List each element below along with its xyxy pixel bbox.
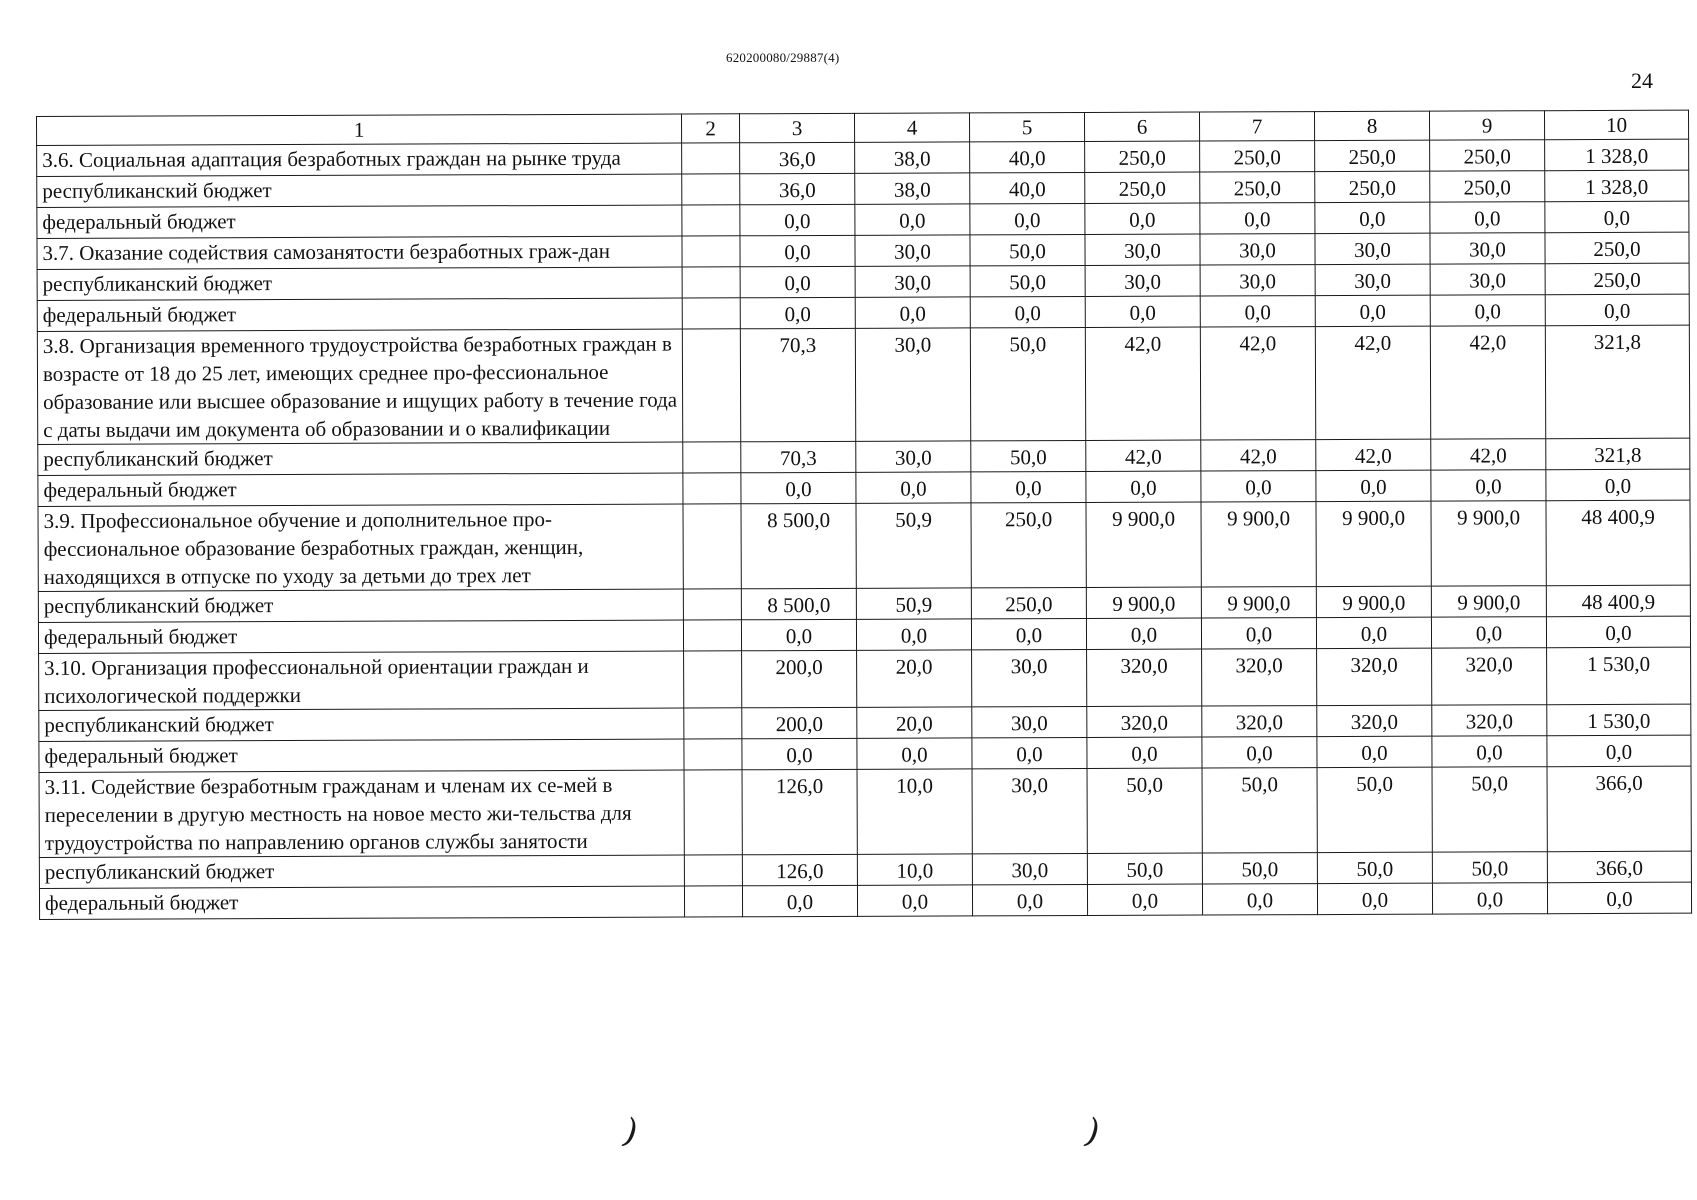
value-cell: 0,0 [1201, 618, 1316, 649]
value-cell: 0,0 [1087, 884, 1202, 915]
value-cell: 42,0 [1316, 439, 1431, 470]
row-label: 3.10. Организация профессиональной ориентации граждан и психологической поддержки [39, 651, 684, 710]
col2-cell [682, 205, 740, 236]
column-header: 4 [854, 113, 969, 142]
col2-cell [683, 620, 741, 651]
value-cell: 9 900,0 [1086, 502, 1201, 587]
value-cell: 30,0 [1315, 264, 1430, 295]
value-cell: 0,0 [1086, 471, 1201, 502]
col2-cell [682, 143, 740, 174]
value-cell: 0,0 [1200, 203, 1315, 234]
value-cell: 320,0 [1087, 706, 1202, 737]
row-label: федеральный бюджет [39, 739, 684, 772]
table-row [38, 500, 1690, 591]
value-cell: 9 900,0 [1316, 586, 1431, 617]
value-cell: 50,0 [1432, 852, 1547, 883]
value-cell: 250,0 [1545, 232, 1689, 264]
row-label: федеральный бюджет [38, 620, 683, 653]
value-cell: 0,0 [1317, 736, 1432, 767]
value-cell: 250,0 [1430, 171, 1545, 202]
value-cell: 320,0 [1202, 649, 1317, 706]
value-cell: 0,0 [741, 619, 856, 650]
value-cell: 321,8 [1545, 325, 1689, 439]
handwritten-mark: ) [1080, 1110, 1106, 1154]
value-cell: 0,0 [1431, 617, 1546, 648]
value-cell: 0,0 [1547, 882, 1691, 914]
value-cell: 0,0 [857, 885, 972, 916]
value-cell: 8 500,0 [741, 588, 856, 619]
value-cell: 0,0 [855, 204, 970, 235]
value-cell: 1 530,0 [1547, 647, 1691, 705]
value-cell: 50,9 [856, 503, 971, 588]
col2-cell [683, 589, 741, 620]
row-label: 3.7. Оказание содействия самозанятости безработных граж-дан [37, 236, 682, 269]
value-cell: 250,0 [1315, 140, 1430, 171]
value-cell: 50,9 [856, 588, 971, 619]
row-label: республиканский бюджет [37, 174, 682, 207]
value-cell: 366,0 [1547, 766, 1691, 852]
value-cell: 70,3 [740, 328, 855, 441]
value-cell: 200,0 [742, 650, 857, 707]
value-cell: 20,0 [857, 650, 972, 707]
value-cell: 0,0 [742, 885, 857, 916]
value-cell: 0,0 [1431, 470, 1546, 501]
value-cell: 0,0 [855, 297, 970, 328]
value-cell: 40,0 [970, 172, 1085, 203]
value-cell: 48 400,9 [1546, 500, 1690, 586]
value-cell: 0,0 [856, 619, 971, 650]
value-cell: 30,0 [855, 266, 970, 297]
value-cell: 0,0 [1432, 883, 1547, 914]
value-cell: 250,0 [1545, 263, 1689, 295]
value-cell: 126,0 [742, 769, 857, 854]
value-cell: 42,0 [1085, 327, 1200, 440]
value-cell: 1 328,0 [1545, 139, 1689, 171]
col2-cell [684, 708, 742, 739]
value-cell: 0,0 [740, 235, 855, 266]
value-cell: 30,0 [855, 328, 970, 441]
value-cell: 0,0 [741, 472, 856, 503]
value-cell: 250,0 [1200, 172, 1315, 203]
value-cell: 0,0 [1430, 202, 1545, 233]
value-cell: 0,0 [1432, 736, 1547, 767]
value-cell: 0,0 [971, 618, 1086, 649]
table-body [37, 139, 1692, 919]
col2-cell [682, 236, 740, 267]
value-cell: 30,0 [972, 853, 1087, 884]
value-cell: 250,0 [1430, 140, 1545, 171]
value-cell: 250,0 [1315, 171, 1430, 202]
value-cell: 0,0 [1202, 884, 1317, 915]
col2-cell [684, 739, 742, 770]
value-cell: 30,0 [972, 649, 1087, 706]
value-cell: 0,0 [972, 737, 1087, 768]
col2-cell [683, 504, 741, 589]
value-cell: 0,0 [740, 297, 855, 328]
value-cell: 0,0 [740, 266, 855, 297]
value-cell: 30,0 [1430, 233, 1545, 264]
row-label: республиканский бюджет [37, 267, 682, 300]
value-cell: 250,0 [1085, 172, 1200, 203]
value-cell: 42,0 [1201, 440, 1316, 471]
value-cell: 50,0 [1087, 768, 1202, 853]
column-header: 8 [1314, 111, 1429, 140]
value-cell: 50,0 [970, 327, 1085, 440]
value-cell: 50,0 [970, 234, 1085, 265]
value-cell: 38,0 [855, 142, 970, 173]
value-cell: 0,0 [1201, 471, 1316, 502]
value-cell: 0,0 [1085, 203, 1200, 234]
table-row [39, 766, 1691, 857]
value-cell: 40,0 [970, 141, 1085, 172]
row-label: федеральный бюджет [37, 298, 682, 331]
value-cell: 20,0 [857, 707, 972, 738]
row-label: федеральный бюджет [39, 886, 684, 919]
value-cell: 42,0 [1315, 326, 1430, 439]
value-cell: 0,0 [1545, 201, 1689, 233]
value-cell: 0,0 [972, 884, 1087, 915]
value-cell: 10,0 [857, 769, 972, 854]
col2-cell [684, 886, 742, 917]
column-header: 2 [681, 114, 739, 143]
budget-table [36, 110, 1692, 920]
value-cell: 30,0 [856, 441, 971, 472]
value-cell: 9 900,0 [1086, 587, 1201, 618]
col2-cell [683, 473, 741, 504]
column-header: 6 [1084, 112, 1199, 141]
value-cell: 42,0 [1200, 327, 1315, 440]
value-cell: 38,0 [855, 173, 970, 204]
value-cell: 0,0 [1546, 616, 1690, 648]
col2-cell [684, 651, 742, 708]
value-cell: 30,0 [1200, 234, 1315, 265]
value-cell: 0,0 [1430, 295, 1545, 326]
value-cell: 9 900,0 [1431, 501, 1546, 586]
value-cell: 42,0 [1431, 439, 1546, 470]
row-label: федеральный бюджет [37, 205, 682, 238]
value-cell: 250,0 [1085, 141, 1200, 172]
value-cell: 321,8 [1546, 438, 1690, 470]
column-header: 5 [969, 112, 1084, 141]
col2-cell [684, 855, 742, 886]
value-cell: 0,0 [1546, 469, 1690, 501]
value-cell: 0,0 [740, 204, 855, 235]
value-cell: 50,0 [970, 265, 1085, 296]
value-cell: 320,0 [1317, 648, 1432, 705]
value-cell: 0,0 [1317, 883, 1432, 914]
value-cell: 30,0 [1085, 265, 1200, 296]
value-cell: 250,0 [971, 587, 1086, 618]
value-cell: 200,0 [742, 707, 857, 738]
value-cell: 36,0 [740, 173, 855, 204]
value-cell: 8 500,0 [741, 503, 856, 588]
value-cell: 320,0 [1202, 706, 1317, 737]
row-label: федеральный бюджет [38, 473, 683, 506]
value-cell: 0,0 [1202, 737, 1317, 768]
value-cell: 30,0 [972, 706, 1087, 737]
value-cell: 0,0 [1085, 296, 1200, 327]
value-cell: 0,0 [1547, 735, 1691, 767]
table-row [39, 647, 1691, 710]
row-label: республиканский бюджет [39, 708, 684, 741]
value-cell: 320,0 [1317, 705, 1432, 736]
value-cell: 320,0 [1432, 705, 1547, 736]
budget-table-container [36, 110, 1691, 920]
value-cell: 30,0 [972, 768, 1087, 853]
value-cell: 30,0 [1315, 233, 1430, 264]
value-cell: 0,0 [856, 472, 971, 503]
value-cell: 0,0 [970, 203, 1085, 234]
column-header: 3 [739, 113, 854, 142]
value-cell: 50,0 [1087, 853, 1202, 884]
row-label: 3.9. Профессиональное обучение и дополнительное про-фессиональное образование безработных граждан, женщин, находящихся в отпуске по уходу за детьми до трех лет [38, 504, 683, 591]
value-cell: 70,3 [741, 441, 856, 472]
row-label: республиканский бюджет [38, 589, 683, 622]
value-cell: 126,0 [742, 854, 857, 885]
row-label: 3.8. Организация временного трудоустройства безработных граждан в возрасте от 18 до 25 лет, имеющих среднее про-фессиональное образование или высшее образование и ищущих работу в течение года с даты выдачи им документа об образовании и о квалификации [37, 329, 682, 444]
value-cell: 30,0 [1200, 265, 1315, 296]
value-cell: 0,0 [1545, 294, 1689, 326]
col2-cell [682, 174, 740, 205]
document-id: 620200080/29887(4) [726, 50, 840, 65]
value-cell: 0,0 [970, 296, 1085, 327]
value-cell: 50,0 [1317, 852, 1432, 883]
value-cell: 30,0 [855, 235, 970, 266]
page-number: 24 [1631, 68, 1653, 93]
value-cell: 50,0 [1317, 767, 1432, 852]
column-header: 9 [1429, 111, 1544, 140]
value-cell: 1 530,0 [1547, 704, 1691, 736]
value-cell: 0,0 [742, 738, 857, 769]
table-row [37, 325, 1689, 444]
value-cell: 9 900,0 [1201, 502, 1316, 587]
row-label: республиканский бюджет [39, 855, 684, 888]
col2-cell [684, 770, 742, 855]
value-cell: 250,0 [1200, 141, 1315, 172]
value-cell: 320,0 [1087, 649, 1202, 706]
value-cell: 0,0 [1315, 295, 1430, 326]
value-cell: 50,0 [1202, 853, 1317, 884]
column-header: 10 [1544, 110, 1688, 140]
value-cell: 0,0 [1316, 617, 1431, 648]
value-cell: 0,0 [1316, 470, 1431, 501]
value-cell: 0,0 [857, 738, 972, 769]
value-cell: 0,0 [1086, 618, 1201, 649]
handwritten-mark: ) [618, 1110, 644, 1154]
value-cell: 0,0 [1200, 296, 1315, 327]
column-header: 1 [37, 114, 682, 145]
value-cell: 9 900,0 [1316, 501, 1431, 586]
col2-cell [682, 298, 740, 329]
value-cell: 50,0 [1202, 768, 1317, 853]
value-cell: 0,0 [1087, 737, 1202, 768]
value-cell: 42,0 [1086, 440, 1201, 471]
value-cell: 30,0 [1085, 234, 1200, 265]
value-cell: 1 328,0 [1545, 170, 1689, 202]
row-label: 3.6. Социальная адаптация безработных граждан на рынке труда [37, 143, 682, 176]
value-cell: 50,0 [971, 440, 1086, 471]
row-label: республиканский бюджет [38, 442, 683, 475]
value-cell: 48 400,9 [1546, 585, 1690, 617]
value-cell: 36,0 [740, 142, 855, 173]
col2-cell [683, 442, 741, 473]
row-label: 3.11. Содействие безработным гражданам и членам их се-мей в переселении в другую местность на новое место жи-тельства для трудоустройства по направлению органов службы занятости [39, 770, 684, 857]
col2-cell [682, 267, 740, 298]
col2-cell [682, 329, 740, 442]
value-cell: 42,0 [1430, 326, 1545, 439]
value-cell: 50,0 [1432, 767, 1547, 852]
value-cell: 9 900,0 [1201, 587, 1316, 618]
value-cell: 320,0 [1432, 648, 1547, 705]
table-row [39, 882, 1691, 919]
column-header: 7 [1199, 112, 1314, 141]
value-cell: 366,0 [1547, 851, 1691, 883]
value-cell: 250,0 [971, 502, 1086, 587]
value-cell: 0,0 [1315, 202, 1430, 233]
value-cell: 9 900,0 [1431, 586, 1546, 617]
value-cell: 30,0 [1430, 264, 1545, 295]
value-cell: 0,0 [971, 471, 1086, 502]
value-cell: 10,0 [857, 854, 972, 885]
